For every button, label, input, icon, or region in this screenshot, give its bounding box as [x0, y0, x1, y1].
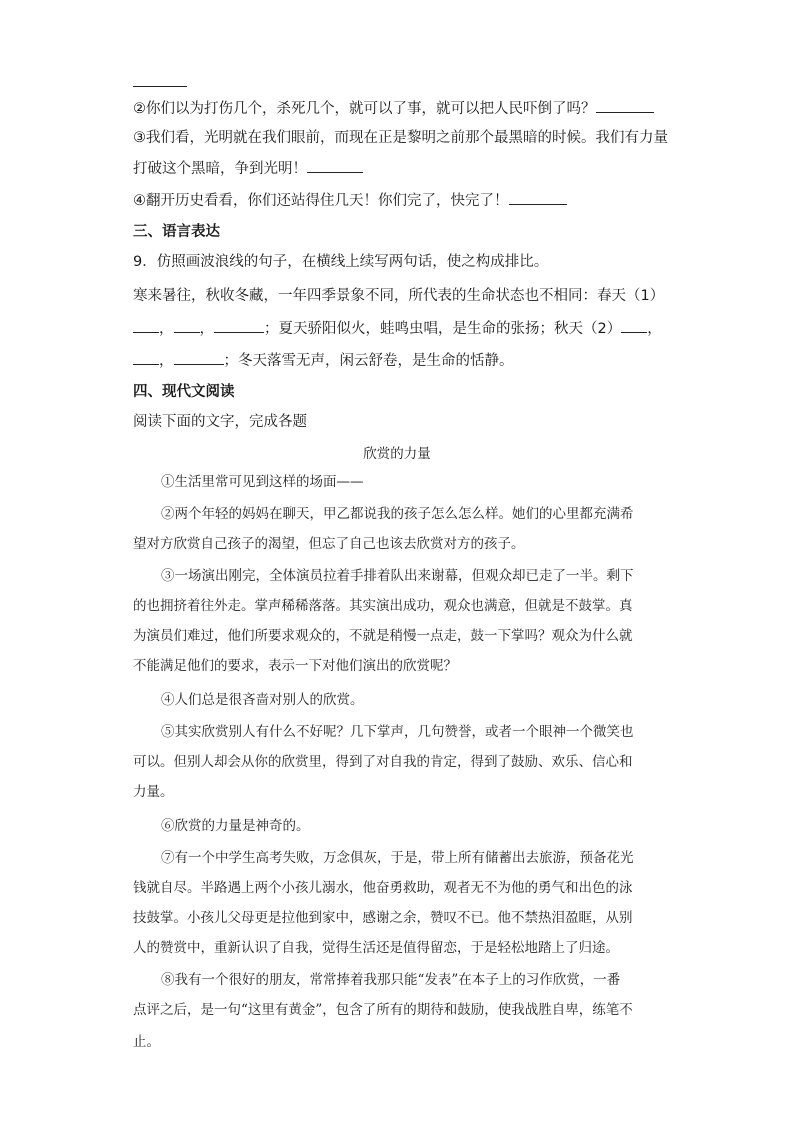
question-item-3-line1: ③我们看，光明就在我们眼前，而现在正是黎明之前那个最黑暗的时候。我们有力量 — [133, 130, 668, 146]
question-9-line2 — [133, 318, 662, 339]
article-title: 欣赏的力量 — [363, 446, 431, 462]
item3-text: 打破这个黑暗，争到光明！ — [133, 161, 307, 177]
answer-blank-autumn-1[interactable] — [621, 318, 647, 333]
article-line: ③一场演出刚完，全体演员拉着手排着队出来谢幕，但观众却已走了一半。剩下 — [161, 568, 634, 584]
article-line: ⑤其实欣赏别人有什么不好呢？几下掌声，几句赞誉，或者一个眼神一个微笑也 — [161, 724, 634, 740]
article-line: ⑥欣赏的力量是神奇的。 — [161, 818, 310, 834]
answer-blank-autumn-3[interactable] — [174, 350, 224, 365]
sep-1: ， — [159, 321, 174, 337]
article-line: 为演员们难过，他们所要求观众的，不就是稍慢一点走，鼓一下掌吗？观众为什么就 — [133, 628, 633, 644]
section-four-heading: 四、现代文阅读 — [133, 384, 235, 400]
article-line: 不能满足他们的要求，表示一下对他们演出的欣赏呢？ — [133, 658, 457, 674]
article-line: ⑧我有一个很好的朋友，常常捧着我那只能“发表”在本子上的习作欣赏，一番 — [161, 972, 621, 988]
answer-blank-item3[interactable] — [307, 158, 363, 173]
sep-2: ， — [199, 321, 214, 337]
article-line: 点评之后，是一句“这里有黄金”，包含了所有的期待和鼓励，使我战胜自卑，练笔不 — [133, 1002, 633, 1018]
question-9-prompt: 9．仿照画波浪线的句子，在横线上续写两句话，使之构成排比。 — [133, 254, 549, 270]
summer-text: ；夏天骄阳似火，蛙鸣虫唱，是生命的张扬；秋天（2） — [264, 321, 622, 337]
article-line: ①生活里常可见到这样的场面—— — [161, 474, 364, 490]
answer-blank-spring-3[interactable] — [214, 318, 264, 333]
winter-text: ；冬天落雪无声，闲云舒卷，是生命的恬静。 — [223, 353, 514, 369]
article-line: 的也拥挤着往外走。掌声稀稀落落。其实演出成功，观众也满意，但就是不鼓掌。真 — [133, 598, 633, 614]
answer-blank-spring-2[interactable] — [174, 318, 200, 333]
sep-4: ， — [159, 353, 174, 369]
item4-text: ④翻开历史看看，你们还站得住几天！你们完了，快完了！ — [133, 193, 509, 209]
article-line: 可以。但别人却会从你的欣赏里，得到了对自我的肯定，得到了鼓励、欢乐、信心和 — [133, 754, 633, 770]
question-item-3-line2 — [133, 158, 363, 179]
answer-blank-item1[interactable] — [133, 72, 187, 93]
question-9-line1: 寒来暑往，秋收冬藏，一年四季景象不同，所代表的生命状态也不相同：春天（1） — [133, 288, 665, 304]
question-9-line3 — [133, 350, 514, 371]
item2-text: ②你们以为打伤几个，杀死几个，就可以了事，就可以把人民吓倒了吗？ — [133, 101, 596, 117]
article-line: ④人们总是很吝啬对别人的欣赏。 — [161, 692, 364, 708]
article-line: 力量。 — [133, 784, 174, 800]
answer-blank-autumn-2[interactable] — [133, 350, 159, 365]
answer-blank-item2[interactable] — [596, 98, 654, 113]
answer-blank-spring-1[interactable] — [133, 318, 159, 333]
question-item-4 — [133, 190, 567, 211]
question-item-2 — [133, 98, 654, 119]
article-line: 人的赞赏中，重新认识了自我，觉得生活还是值得留恋，于是轻松地踏上了归途。 — [133, 940, 619, 956]
section-three-heading: 三、语言表达 — [133, 224, 220, 240]
answer-blank-item4[interactable] — [509, 190, 567, 205]
sep-3: ， — [647, 321, 662, 337]
article-line: 技鼓掌。小孩儿父母更是拉他到家中，感谢之余，赞叹不已。他不禁热泪盈眶，从别 — [133, 910, 633, 926]
article-line: 钱就自尽。半路遇上两个小孩儿溺水，他奋勇救助，观者无不为他的勇气和出色的泳 — [133, 880, 633, 896]
article-line: 望对方欣赏自己孩子的渴望，但忘了自己也该去欣赏对方的孩子。 — [133, 536, 525, 552]
reading-instruction: 阅读下面的文字，完成各题 — [133, 414, 307, 430]
article-line: ②两个年轻的妈妈在聊天，甲乙都说我的孩子怎么怎么样。她们的心里都充满希 — [161, 506, 634, 522]
article-line: 止。 — [133, 1034, 160, 1050]
article-line: ⑦有一个中学生高考失败，万念俱灰，于是，带上所有储蓄出去旅游，预备花光 — [161, 850, 634, 866]
